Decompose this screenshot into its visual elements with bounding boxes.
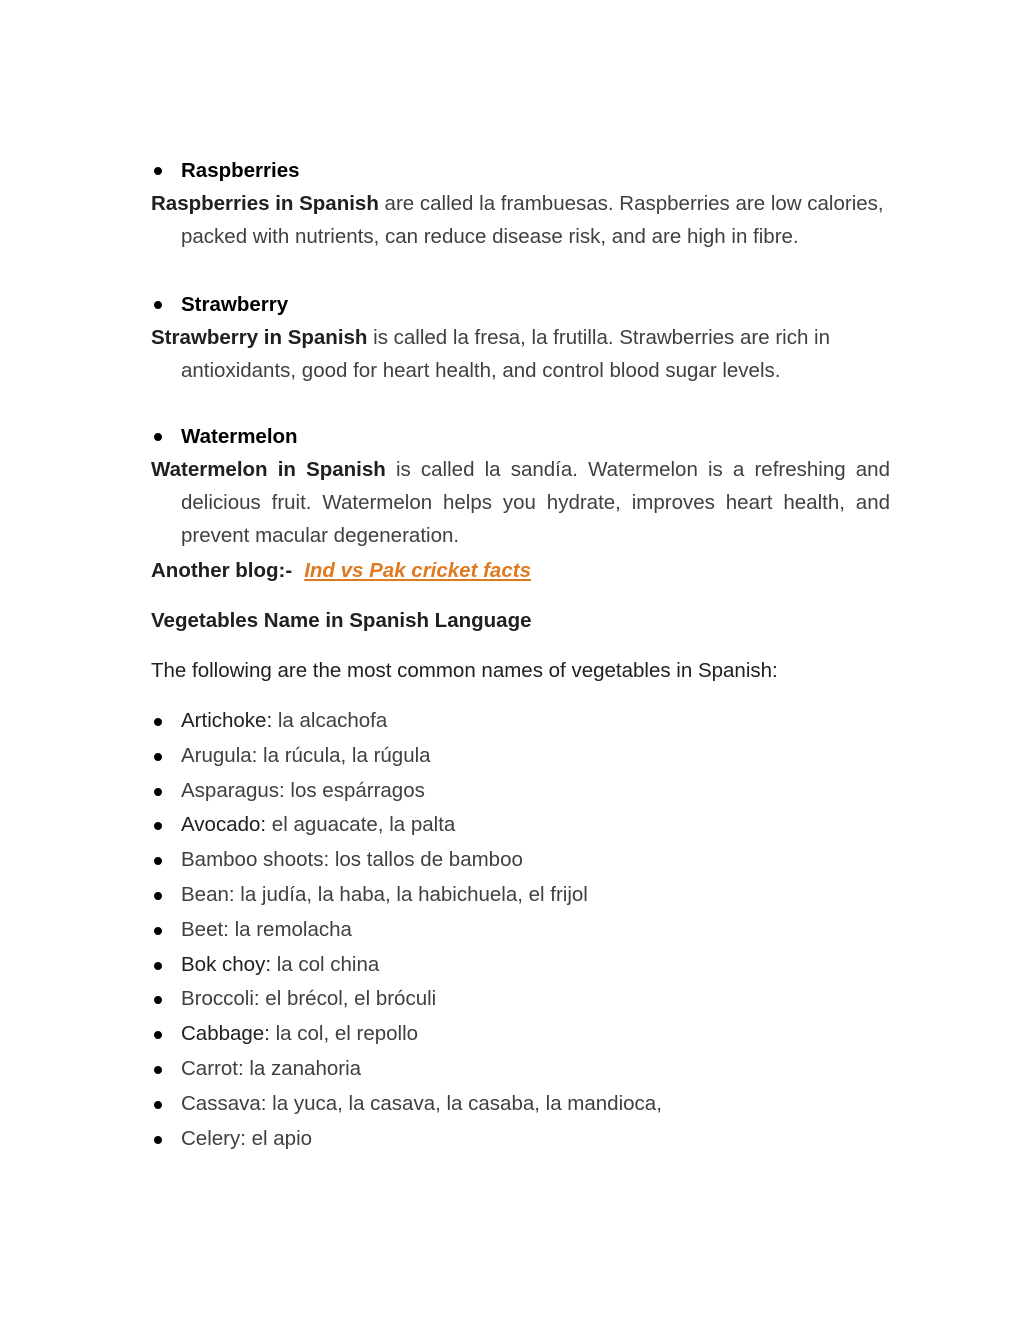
fruit-entry-strawberry (151, 288, 890, 387)
fruit-description (151, 321, 890, 387)
list-item (151, 843, 890, 878)
list-item (151, 1122, 890, 1157)
list-item (151, 1017, 890, 1052)
spacer (151, 387, 890, 420)
fruit-term: Raspberries in Spanish (151, 192, 379, 215)
vegetable-english: Beet: (181, 917, 229, 941)
fruit-description (151, 453, 890, 552)
fruit-heading: Strawberry (151, 288, 890, 321)
fruit-heading: Watermelon (151, 420, 890, 453)
another-blog-link[interactable]: Ind vs Pak cricket facts (304, 559, 531, 582)
vegetable-spanish: la col, el repollo (269, 1022, 419, 1046)
fruit-description-text: is called la sandía. Watermelon is a refreshing and delicious fruit. Watermelon helps you hydrate, improves heart health, and prevent macular degeneration. (181, 458, 890, 547)
vegetable-english: Cassava: (181, 1091, 267, 1115)
vegetable-spanish: la rúcula, la rúgula (257, 743, 431, 767)
vegetable-spanish: la zanahoria (243, 1056, 362, 1080)
vegetable-spanish: los espárragos (284, 778, 425, 802)
vegetable-spanish: los tallos de bamboo (329, 848, 523, 872)
list-item (151, 739, 890, 774)
list-item (151, 808, 890, 843)
vegetable-english: Broccoli: (181, 987, 260, 1011)
fruit-description (151, 187, 890, 253)
fruit-description-text: is called la fresa, la frutilla. Strawberries are rich in antioxidants, good for heart health, and control blood sugar levels. (181, 326, 831, 382)
fruit-term: Watermelon in Spanish (151, 458, 386, 481)
vegetable-english: Bok choy: (181, 952, 272, 976)
vegetable-english: Asparagus: (181, 778, 285, 802)
fruit-description-text: are called la frambuesas. Raspberries are low calories, packed with nutrients, can reduce disease risk, and are high in fibre. (181, 192, 884, 248)
list-item (151, 982, 890, 1017)
vegetable-english: Bamboo shoots: (181, 848, 330, 872)
vegetable-english: Carrot: (181, 1056, 244, 1080)
list-item (151, 948, 890, 983)
list-item (151, 1087, 890, 1122)
fruit-term: Strawberry in Spanish (151, 326, 368, 349)
fruit-entry-watermelon (151, 420, 890, 552)
fruit-heading: Raspberries (151, 154, 890, 187)
spacer (151, 253, 890, 288)
list-item (151, 878, 890, 913)
vegetable-spanish: el apio (245, 1126, 313, 1150)
vegetable-spanish: el aguacate, la palta (266, 813, 456, 837)
vegetable-spanish: el brécol, el bróculi (259, 987, 437, 1011)
vegetable-english: Avocado: (181, 813, 267, 837)
vegetable-list (151, 704, 890, 1156)
vegetable-english: Bean: (181, 882, 235, 906)
list-item (151, 704, 890, 739)
vegetable-english: Cabbage: (181, 1022, 270, 1046)
vegetable-spanish: la yuca, la casava, la casaba, la mandioca, (266, 1091, 662, 1115)
list-item (151, 913, 890, 948)
another-blog-label: Another blog:- (151, 559, 293, 582)
vegetable-spanish: la alcachofa (272, 709, 388, 732)
list-item (151, 1052, 890, 1087)
list-item (151, 774, 890, 809)
vegetable-english: Artichoke: (181, 709, 273, 732)
another-blog-line (151, 554, 890, 587)
vegetable-spanish: la remolacha (228, 917, 352, 941)
vegetable-spanish: la col china (271, 952, 380, 976)
vegetable-english: Arugula: (181, 743, 258, 767)
fruit-entry-raspberries (151, 154, 890, 253)
intro-text: The following are the most common names of vegetables in Spanish: (151, 659, 778, 682)
section-title: Vegetables Name in Spanish Language (151, 609, 532, 632)
vegetable-english: Celery: (181, 1126, 246, 1150)
vegetable-spanish: la judía, la haba, la habichuela, el frijol (234, 882, 588, 906)
document-page (151, 154, 890, 1156)
